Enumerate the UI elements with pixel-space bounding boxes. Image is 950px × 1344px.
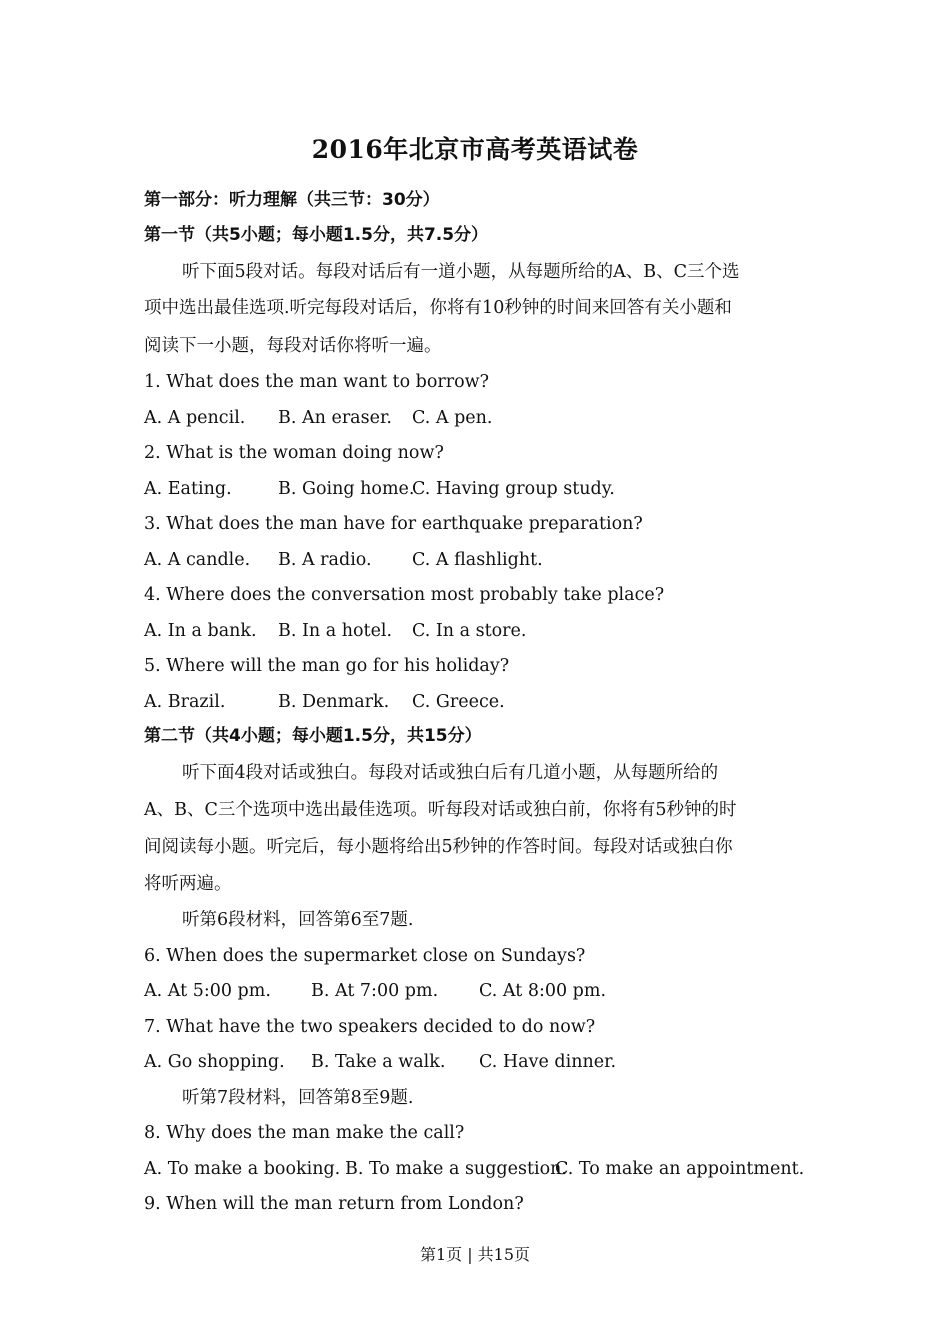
page-title: 2016年北京市高考英语试卷 [311,135,639,164]
option-b: B. Going home. [278,479,415,499]
material-7-note: 听第7段材料，回答第8至9题. [182,1088,414,1108]
option-b: B. In a hotel. [278,621,393,641]
question-7-options [144,1049,616,1075]
question-4: 4. Where does the conversation most probably take place? [144,585,665,605]
section2-instruction-line: 间阅读每小题。听完后，每小题将给出5秒钟的作答时间。每段对话或独白你 [144,837,733,857]
section2-instruction-line: A、B、C三个选项中选出最佳选项。听每段对话或独白前，你将有5秒钟的时 [144,800,737,820]
option-c: C. In a store. [412,621,527,641]
option-c: C. Have dinner. [479,1052,617,1072]
option-b: B. Denmark. [278,692,390,712]
option-c: C. Having group study. [412,479,615,499]
question-3-options [144,547,543,573]
option-a: A. A pencil. [144,408,246,428]
section1-heading: 第一节（共5小题；每小题1.5分，共7.5分） [144,225,489,245]
question-4-options [144,618,526,644]
option-a: A. Go shopping. [144,1052,285,1072]
question-8-options [144,1156,804,1182]
option-a: A. Eating. [144,479,232,499]
question-6-options [144,978,606,1004]
material-6-note: 听第6段材料，回答第6至7题. [182,910,414,930]
option-a: A. A candle. [144,550,251,570]
option-c: C. Greece. [412,692,505,712]
question-2: 2. What is the woman doing now? [144,443,444,463]
option-b: B. Take a walk. [311,1052,446,1072]
question-2-options [144,476,615,502]
page-footer: 第1页 | 共15页 [419,1245,531,1264]
option-c: C. A flashlight. [412,550,543,570]
option-c: C. A pen. [412,408,493,428]
question-1-options [144,405,493,431]
question-3: 3. What does the man have for earthquake preparation? [144,514,643,534]
question-8: 8. Why does the man make the call? [144,1123,465,1143]
question-6: 6. When does the supermarket close on Sundays? [144,946,586,966]
section2-heading: 第二节（共4小题；每小题1.5分，共15分） [144,726,482,746]
section1-instruction-line: 项中选出最佳选项.听完每段对话后，你将有10秒钟的时间来回答有关小题和 [144,298,732,318]
question-9: 9. When will the man return from London? [144,1194,524,1214]
option-c: C. To make an appointment. [555,1159,805,1179]
option-a: A. In a bank. [144,621,257,641]
option-a: A. Brazil. [144,692,226,712]
question-1: 1. What does the man want to borrow? [144,372,490,392]
section1-instruction-line: 听下面5段对话。每段对话后有一道小题，从每题所给的A、B、C三个选 [182,262,740,282]
option-a: A. To make a booking. [144,1159,341,1179]
question-7: 7. What have the two speakers decided to do now? [144,1017,596,1037]
section2-instruction-line: 将听两遍。 [144,874,232,894]
option-b: B. To make a suggestion. [345,1159,567,1179]
option-b: B. A radio. [278,550,372,570]
part1-heading: 第一部分：听力理解（共三节：30分） [144,190,440,210]
option-c: C. At 8:00 pm. [479,981,607,1001]
section2-instruction-line: 听下面4段对话或独白。每段对话或独白后有几道小题，从每题所给的 [182,763,719,783]
section1-instruction-line: 阅读下一小题，每段对话你将听一遍。 [144,336,442,356]
option-a: A. At 5:00 pm. [144,981,271,1001]
option-b: B. An eraser. [278,408,392,428]
question-5: 5. Where will the man go for his holiday? [144,656,510,676]
option-b: B. At 7:00 pm. [311,981,439,1001]
question-5-options [144,689,505,715]
